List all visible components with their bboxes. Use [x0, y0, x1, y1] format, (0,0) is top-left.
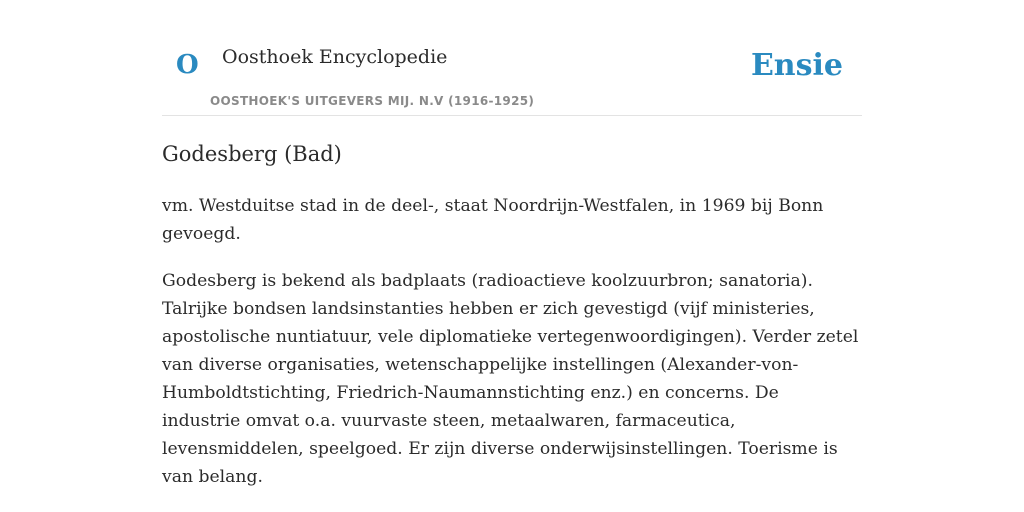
entry-title: Godesberg (Bad): [162, 142, 342, 166]
book-publisher: OOSTHOEK'S UITGEVERS MIJ. N.V (1916-1925): [210, 94, 535, 108]
book-header: [162, 0, 862, 116]
entry-paragraph: vm. Westduitse stad in de deel-, staat Noordrijn-Westfalen, in 1969 bij Bonn gevoegd.: [162, 196, 824, 244]
ensie-logo[interactable]: Ensie: [750, 48, 843, 83]
book-title[interactable]: Oosthoek Encyclopedie: [222, 46, 448, 68]
book-letter-icon[interactable]: O: [176, 50, 199, 80]
entry-paragraph: Godesberg is bekend als badplaats (radioactieve koolzuurbron; sanatoria). Talrijke bondsen landsinstanties hebben er zich gevestigd (vijf ministeries, apostolische nuntiatuur, vele diplomatieke vertegenwoordigingen). Verder zetel van diverse organisaties, wetenschappelijke instellingen (Alexander-von-Humboldtstichting, Friedrich-Naumannstichting enz.) en concerns. De industrie omvat o.a. vuurvaste steen, metaalwaren, farmaceutica, levensmiddelen, speelgoed. Er zijn diverse onderwijsinstellingen. Toerisme is van belang.: [162, 271, 859, 487]
page-container: [162, 0, 862, 487]
